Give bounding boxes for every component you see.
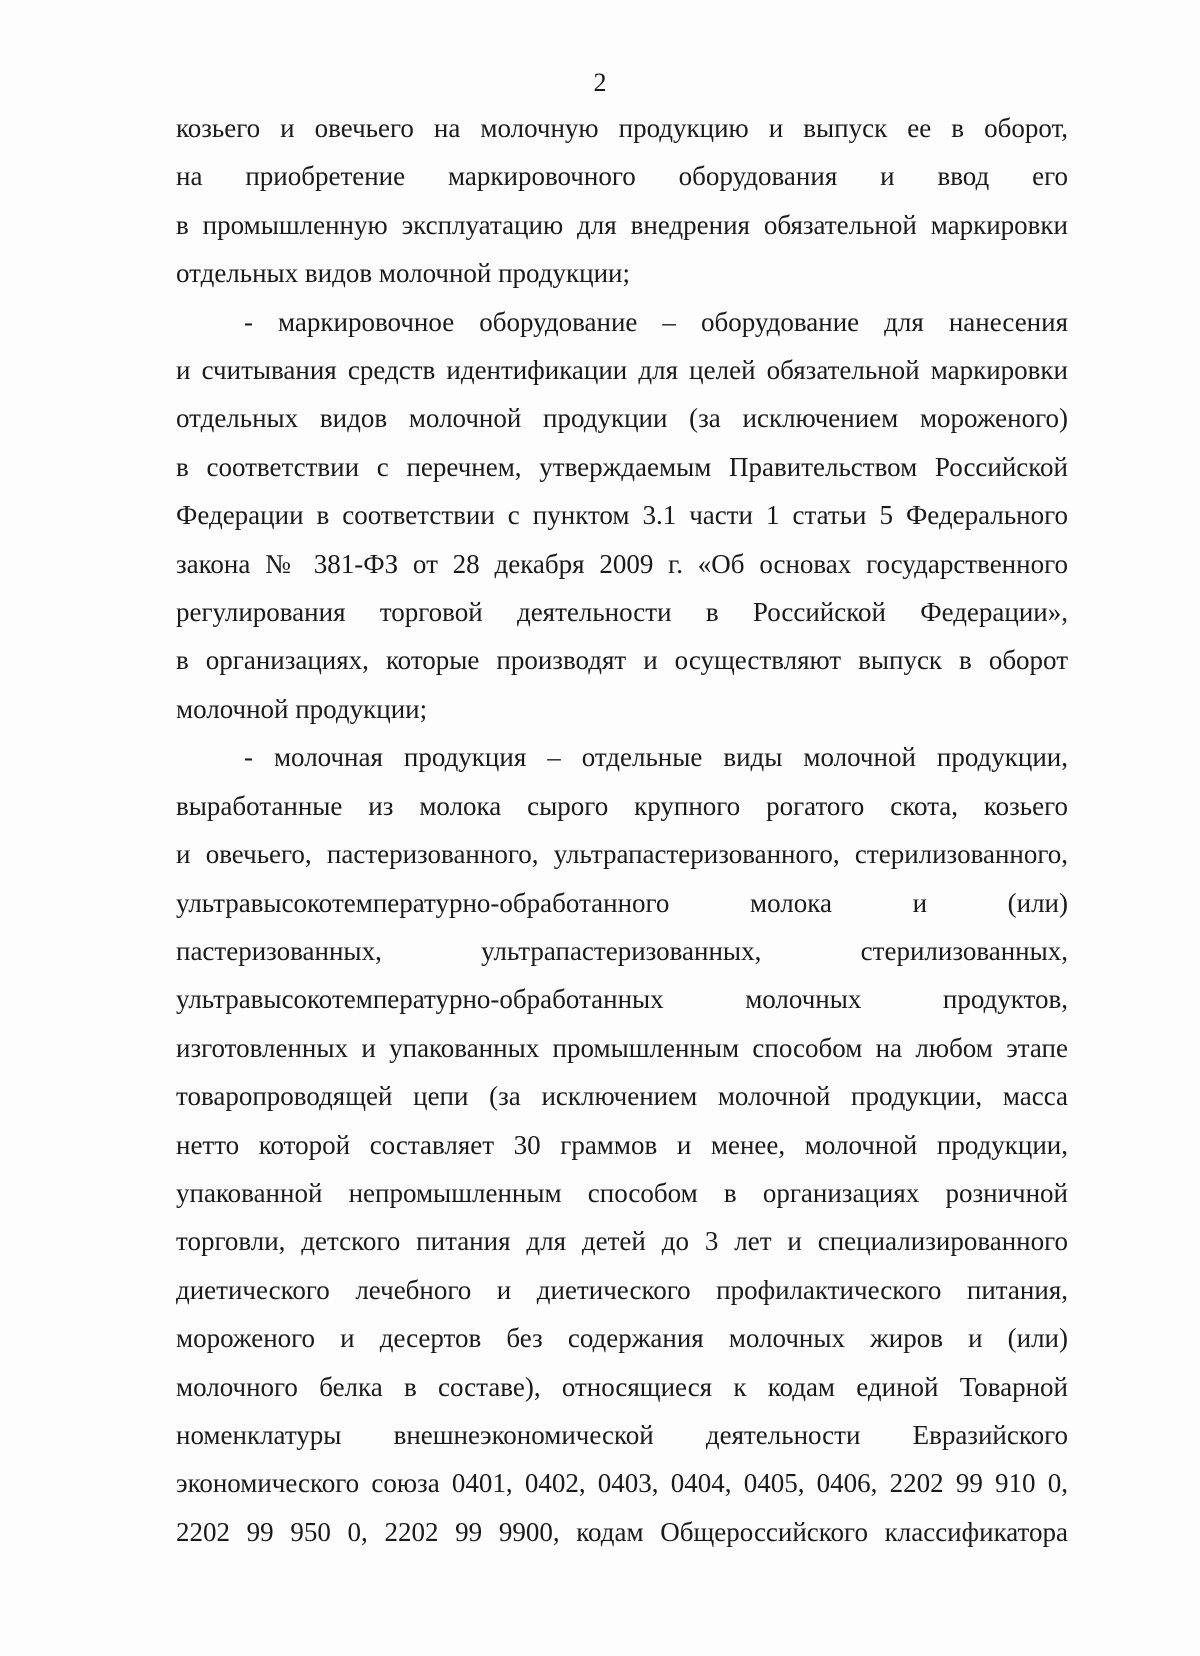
text-line: выработанные из молока сырого крупного рогатого скота, козьего (176, 790, 1068, 821)
text-line: изготовленных и упакованных промышленным способом на любом этапе (176, 1032, 1068, 1063)
text-line: - маркировочное оборудование – оборудование для нанесения (244, 306, 1068, 337)
text-line: и считывания средств идентификации для целей обязательной маркировки (176, 355, 1068, 386)
text-line: регулирования торговой деятельности в Российской Федерации», (176, 597, 1068, 628)
text-line: закона № 381-ФЗ от 28 декабря 2009 г. «Об основах государственного (176, 548, 1068, 579)
page-number: 2 (593, 68, 607, 97)
paragraph-1 (176, 104, 1068, 298)
text-line: номенклатуры внешнеэкономической деятельности Евразийского (176, 1419, 1068, 1450)
text-line: Федерации в соответствии с пунктом 3.1 части 1 статьи 5 Федерального (176, 500, 1068, 531)
document-body (176, 104, 1068, 1556)
paragraph-2 (176, 298, 1068, 734)
text-line: диетического лечебного и диетического профилактического питания, (176, 1274, 1068, 1305)
text-line: ультравысокотемпературно-обработанных молочных продуктов, (176, 984, 1068, 1015)
text-line: пастеризованных, ультрапастеризованных, стерилизованных, (176, 935, 1068, 966)
text-line: в организациях, которые производят и осуществляют выпуск в оборот (176, 645, 1068, 676)
text-line: экономического союза 0401, 0402, 0403, 0404, 0405, 0406, 2202 99 910 0, (176, 1468, 1068, 1499)
text-line: товаропроводящей цепи (за исключением молочной продукции, масса (176, 1081, 1068, 1112)
text-line: нетто которой составляет 30 граммов и менее, молочной продукции, (176, 1129, 1068, 1160)
text-line: мороженого и десертов без содержания молочных жиров и (или) (176, 1323, 1068, 1354)
text-line: ультравысокотемпературно-обработанного молока и (или) (176, 887, 1068, 918)
paragraph-3 (176, 733, 1068, 1556)
text-line: в промышленную эксплуатацию для внедрения обязательной маркировки (176, 209, 1068, 240)
text-line: в соответствии с перечнем, утверждаемым Правительством Российской (176, 451, 1068, 482)
text-line: и овечьего, пастеризованного, ультрапастеризованного, стерилизованного, (176, 839, 1068, 870)
text-line: молочной продукции; (176, 693, 428, 724)
text-line: - молочная продукция – отдельные виды молочной продукции, (244, 742, 1068, 773)
text-line: молочного белка в составе), относящиеся к кодам единой Товарной (176, 1371, 1068, 1402)
text-line: отдельных видов молочной продукции; (176, 258, 630, 289)
text-line: упакованной непромышленным способом в организациях розничной (176, 1177, 1068, 1208)
text-line: на приобретение маркировочного оборудования и ввод его (176, 161, 1068, 192)
text-line: 2202 99 950 0, 2202 99 9900, кодам Общероссийского классификатора (176, 1516, 1068, 1547)
text-line: козьего и овечьего на молочную продукцию и выпуск ее в оборот, (176, 113, 1068, 143)
text-line: торговли, детского питания для детей до 3 лет и специализированного (176, 1226, 1068, 1257)
text-line: отдельных видов молочной продукции (за исключением мороженого) (176, 403, 1068, 434)
